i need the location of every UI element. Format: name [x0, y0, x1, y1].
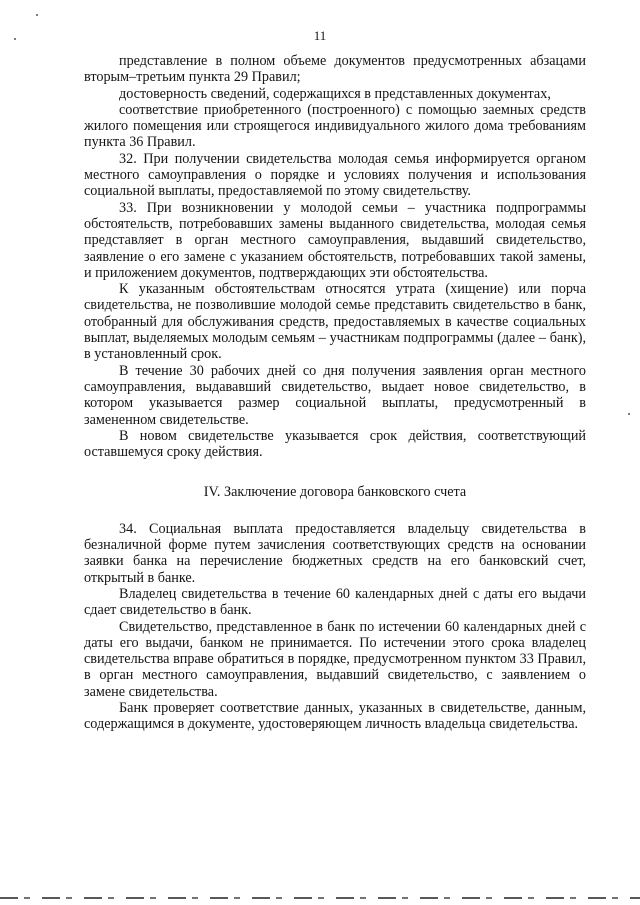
- paragraph-late-certificate: Свидетельство, представленное в банк по истечении 60 календарных дней с даты его выдачи, банком не принимается. По истечении этого срока владелец свидетельства вправе обратиться в порядке, предусмотренном пунктом 33 Правил, в орган местного самоуправления, выдавший свидетельство, с заявлением о замене свидетельства.: [84, 618, 586, 700]
- paragraph-new-certificate: В течение 30 рабочих дней со дня получения заявления орган местного самоуправления, выдававший свидетельство, выдает новое свидетельство, в котором указывается размер социальной выплаты, предусмотренный в замененном свидетельстве.: [84, 362, 586, 428]
- paragraph-housing-compliance: соответствие приобретенного (построенного) с помощью заемных средств жилого помещения или строящегося индивидуального жилого дома требованиям пункта 36 Правил.: [84, 101, 586, 151]
- scan-speck-left-top-2: [36, 14, 38, 16]
- section-title: IV. Заключение договора банковского счета: [203, 484, 467, 501]
- paragraph-documents-complete: представление в полном объеме документов предусмотренных абзацами вторым–третьим пункта 29 Правил;: [84, 53, 586, 86]
- paragraph-validity-period: В новом свидетельстве указывается срок действия, соответствующий оставшемуся сроку действия.: [84, 427, 586, 461]
- paragraph-34: 34. Социальная выплата предоставляется владельцу свидетельства в безналичной форме путем зачисления соответствующих средств на основании заявки банка на перечисление бюджетных средств на его банковский счет, открытый в банке.: [84, 520, 586, 586]
- paragraph-60-days-submit: Владелец свидетельства в течение 60 календарных дней с даты его выдачи сдает свидетельство в банк.: [84, 585, 586, 619]
- scan-speck-right: [628, 413, 630, 415]
- paragraph-33: 33. При возникновении у молодой семьи – участника подпрограммы обстоятельств, потребовавших замены выданного свидетельства, молодая семья представляет в орган местного самоуправления, выдавший свидетельство, заявление о его замене с указанием обстоятельств, потребовавших такой замены, и приложением документов, подтверждающих эти обстоятельства.: [84, 199, 586, 281]
- page-number: 11: [313, 28, 327, 43]
- scan-bottom-edge: [0, 897, 640, 899]
- document-body: [84, 53, 586, 733]
- paragraph-32: 32. При получении свидетельства молодая семья информируется органом местного самоуправления о порядке и условиях получения и использования социальной выплаты, предоставляемой по этому свидетельству.: [84, 150, 586, 200]
- paragraph-loss-or-damage: К указанным обстоятельствам относятся утрата (хищение) или порча свидетельства, не позволившие молодой семье представить свидетельство в банк, отобранный для обслуживания средств, предоставляемых в качестве социальных выплат, выделяемых молодым семьям – участникам подпрограммы (далее – банк), в установленный срок.: [84, 281, 586, 363]
- scan-speck-left-top: [14, 38, 16, 40]
- paragraph-information-accuracy: достоверность сведений, содержащихся в представленных документах,: [119, 85, 551, 102]
- paragraph-bank-verification: Банк проверяет соответствие данных, указанных в свидетельстве, данным, содержащимся в документе, удостоверяющем личность владельца свидетельства.: [84, 699, 586, 733]
